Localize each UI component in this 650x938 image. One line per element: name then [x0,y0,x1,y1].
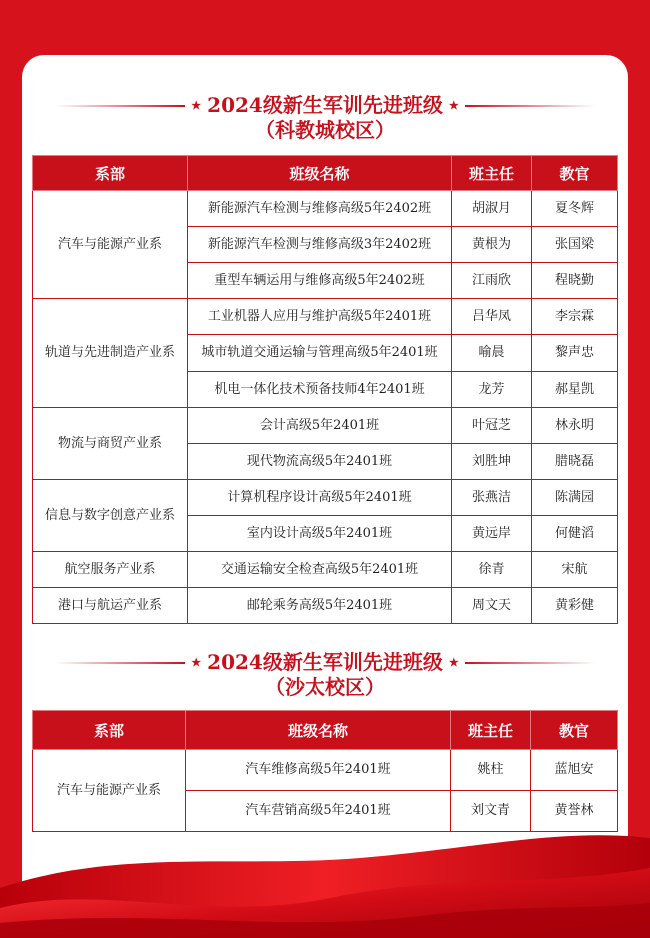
teacher-cell: 胡淑月 [452,191,532,227]
table-row [33,408,618,444]
table-row [33,750,618,791]
header-instructor: 教官 [532,156,618,191]
teacher-cell: 姚柱 [451,750,531,791]
department-cell: 汽车与能源产业系 [33,191,188,299]
department-cell: 物流与商贸产业系 [33,408,188,480]
class-name-cell: 会计高级5年2401班 [188,408,452,444]
class-name-cell: 交通运输安全检查高级5年2401班 [188,552,452,588]
table-row [33,552,618,588]
decorative-rule [465,662,595,664]
class-name-cell: 现代物流高级5年2401班 [188,444,452,480]
table-row [33,191,618,227]
star-icon: ★ [191,656,202,669]
header-class-name: 班级名称 [188,156,452,191]
instructor-cell: 陈满园 [532,480,618,516]
table-row [33,299,618,335]
instructor-cell: 宋航 [532,552,618,588]
teacher-cell: 刘胜坤 [452,444,532,480]
header-head-teacher: 班主任 [452,156,532,191]
department-cell: 航空服务产业系 [33,552,188,588]
teacher-cell: 徐青 [452,552,532,588]
teacher-cell: 周文天 [452,588,532,624]
teacher-cell: 吕华凤 [452,299,532,335]
class-name-cell: 重型车辆运用与维修高级5年2402班 [188,263,452,299]
section-1-heading [0,93,650,143]
class-name-cell: 邮轮乘务高级5年2401班 [188,588,452,624]
instructor-cell: 黄誉林 [531,791,618,832]
instructor-cell: 夏冬辉 [532,191,618,227]
department-cell: 轨道与先进制造产业系 [33,299,188,408]
section-subtitle: （沙太校区） [265,675,385,699]
class-name-cell: 工业机器人应用与维护高级5年2401班 [188,299,452,335]
star-icon: ★ [448,99,459,112]
instructor-cell: 黎声忠 [532,335,618,372]
section-title: 2024级新生军训先进班级 [207,650,443,674]
instructor-cell: 何健滔 [532,516,618,552]
instructor-cell: 郝星凯 [532,372,618,408]
class-name-cell: 新能源汽车检测与维修高级5年2402班 [188,191,452,227]
star-icon: ★ [191,99,202,112]
teacher-cell: 叶冠芝 [452,408,532,444]
teacher-cell: 张燕洁 [452,480,532,516]
decorative-rule [465,105,595,107]
instructor-cell: 程晓勤 [532,263,618,299]
teacher-cell: 龙芳 [452,372,532,408]
instructor-cell: 李宗霖 [532,299,618,335]
class-name-cell: 机电一体化技术预备技师4年2401班 [188,372,452,408]
table-header-row [33,711,618,750]
instructor-cell: 蓝旭安 [531,750,618,791]
department-cell: 汽车与能源产业系 [33,750,186,832]
teacher-cell: 喻晨 [452,335,532,372]
header-department: 系部 [33,156,188,191]
teacher-cell: 刘文青 [451,791,531,832]
table-row [33,480,618,516]
decorative-rule [55,662,185,664]
table-header-row [33,156,618,191]
header-department: 系部 [33,711,186,750]
teacher-cell: 黄远岸 [452,516,532,552]
class-name-cell: 室内设计高级5年2401班 [188,516,452,552]
class-name-cell: 新能源汽车检测与维修高级3年2402班 [188,227,452,263]
instructor-cell: 林永明 [532,408,618,444]
class-name-cell: 汽车维修高级5年2401班 [186,750,451,791]
section-title: 2024级新生军训先进班级 [207,93,443,117]
star-icon: ★ [448,656,459,669]
teacher-cell: 江雨欣 [452,263,532,299]
classes-table-shatai [32,710,618,832]
department-cell: 信息与数字创意产业系 [33,480,188,552]
class-name-cell: 计算机程序设计高级5年2401班 [188,480,452,516]
classes-table-kejiaocheng [32,155,618,624]
instructor-cell: 张国梁 [532,227,618,263]
section-2-heading [0,650,650,700]
decorative-wave [0,828,650,938]
class-name-cell: 城市轨道交通运输与管理高级5年2401班 [188,335,452,372]
class-name-cell: 汽车营销高级5年2401班 [186,791,451,832]
decorative-rule [55,105,185,107]
teacher-cell: 黄根为 [452,227,532,263]
section-subtitle: （科教城校区） [255,118,395,142]
department-cell: 港口与航运产业系 [33,588,188,624]
header-instructor: 教官 [531,711,618,750]
table-row [33,588,618,624]
header-class-name: 班级名称 [186,711,451,750]
header-head-teacher: 班主任 [451,711,531,750]
instructor-cell: 黄彩健 [532,588,618,624]
instructor-cell: 腊晓磊 [532,444,618,480]
